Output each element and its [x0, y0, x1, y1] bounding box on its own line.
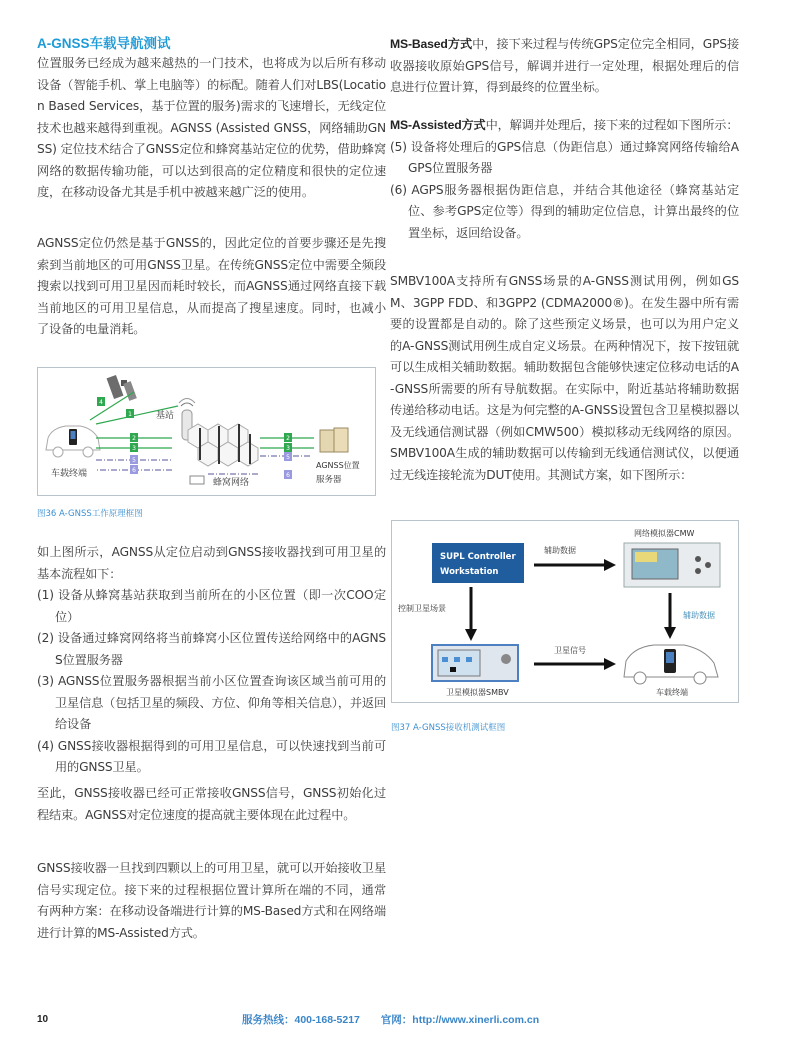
step-marker-2-label: 2 [132, 435, 136, 442]
ms-assisted-paragraph [390, 115, 739, 137]
figure-37-svg [392, 521, 738, 702]
list-item: (2) 设备通过蜂窝网络将当前蜂窝小区位置传送给网络中的AGNSS位置服务器 [37, 631, 386, 667]
supl-line1: SUPL Controller [440, 552, 516, 562]
figure-36-caption: 图36 A-GNSS工作原理框图 [37, 509, 143, 519]
init-complete-block [37, 783, 386, 826]
label-assist-data-top: 辅助数据 [544, 546, 576, 555]
step-marker-1-label: 1 [128, 411, 132, 418]
ms-assisted-term: MS-Assisted方式 [390, 118, 486, 132]
left-heading-block [37, 34, 386, 53]
step-marker-5b-label: 5 [286, 454, 290, 461]
supl-line2: Workstation [440, 567, 499, 577]
ms-based-paragraph [390, 34, 739, 99]
label-smbv: 卫星模拟器SMBV [446, 688, 509, 697]
list-item: (3) AGNSS位置服务器根据当前小区位置查询该区域当前可用的卫星信息（包括卫星的频段、方位、仰角等相关信息），并返回给设备 [37, 674, 386, 731]
step-marker-3b-label: 3 [286, 445, 290, 452]
label-control-scenario: 控制卫星场景 [398, 604, 446, 613]
list-item: (5) 设备将处理后的GPS信息（伪距信息）通过蜂窝网络传输给AGPS位置服务器 [390, 139, 739, 175]
positioning-modes-block [37, 858, 386, 944]
figure-36-svg [38, 368, 375, 495]
label-terminal: 车载终端 [51, 469, 88, 479]
ms-assisted-steps-list [390, 137, 739, 245]
cellular-network-icon [188, 424, 258, 466]
arrow-supl-to-cmw [534, 559, 616, 571]
label-cellular-network: 蜂窝网络 [213, 478, 250, 488]
step-marker-2b-label: 2 [286, 435, 290, 442]
ms-assisted-text: 中，解调并处理后，接下来的过程如下图所示： [485, 118, 739, 132]
arrow-smbv-to-terminal [534, 658, 616, 670]
step-marker-3-label: 3 [132, 445, 136, 452]
satellite-icon [107, 375, 137, 401]
step-marker-5-label: 5 [132, 457, 136, 464]
step-marker-6b-label: 6 [286, 472, 290, 479]
intro-paragraph: 位置服务已经成为越来越热的一门技术，也将成为以后所有移动设备（智能手机、掌上电脑等）的标配。随着人们对LBS(Location Based Services，基于位置的服务)需求的飞速增长，无线定位技术也越来越得到重视。AGNSS (Assisted GNSS，网络辅助GNSS) 定位技术结合了GNSS定位和蜂窝基站定位的优势，借助蜂窝网络的数据传输功能，可以达到很高的定位精度和很快的定位速度，在移动设备尤其是手机中被越来越广泛的使用。 [37, 56, 386, 199]
ms-based-term: MS-Based方式 [390, 37, 473, 51]
network-node-icon [190, 476, 204, 484]
ms-based-block [390, 34, 739, 99]
list-item: (6) AGPS服务器根据伪距信息，并结合其他途径（蜂窝基站定位、参考GPS定位等）得到的辅助定位信息，计算出最终的位置坐标，返回给设备。 [390, 182, 739, 240]
figure-37-caption: 图37 A-GNSS接收机测试框图 [391, 723, 506, 733]
step-marker-4-label: 4 [99, 399, 103, 406]
list-item: (1) 设备从蜂窝基站获取到当前所在的小区位置（即一次COO定位） [37, 588, 386, 624]
label-base-station: 基站 [156, 411, 175, 421]
smbv100a-block [390, 271, 739, 486]
left-lower-block [37, 542, 386, 779]
intro-block [37, 53, 386, 204]
agnss-server-icon [320, 428, 348, 452]
ms-assisted-block [390, 115, 739, 244]
positioning-modes-paragraph: GNSS接收器一旦找到四颗以上的可用卫星，就可以开始接收卫星信号实现定位。接下来的过程根据位置计算所在端的不同，通常有两种方案：在移动设备端进行计算的MS-Based方式和在网络端进行计算的MS-Assisted方式。 [37, 861, 386, 940]
figure-37-receiver-test-diagram [391, 520, 739, 703]
init-complete-paragraph: 至此，GNSS接收器已经可正常接收GNSS信号，GNSS初始化过程结束。AGNSS对定位速度的提高就主要体现在此过程中。 [37, 786, 386, 822]
arrow-supl-to-smbv [465, 587, 477, 641]
agnss-basis-paragraph: AGNSS定位仍然是基于GNSS的，因此定位的首要步骤还是先搜索到当前地区的可用GNSS卫星。在传统GNSS定位中需要全频段搜索以找到可用卫星因而耗时较长，而AGNSS通过网络直接下载当前地区的可用卫星信息，从而提高了搜星速度。同时，也减小了设备的电量消耗。 [37, 236, 386, 336]
flow-intro-paragraph: 如上图所示，AGNSS从定位启动到GNSS接收器找到可用卫星的基本流程如下： [37, 545, 386, 581]
car-terminal-icon [624, 645, 718, 684]
supl-controller-box [432, 543, 524, 583]
agnss-basis-block [37, 233, 386, 341]
car-terminal-icon [46, 426, 100, 457]
website-link[interactable]: 官网：http://www.xinerli.com.cn [380, 1014, 540, 1026]
ms-based-text: 中，接下来过程与传统GPS定位完全相同，GPS接收器接收原始GPS信号，解调并进行一定处理，根据处理后的信息进行位置计算，得到最终的位置坐标。 [390, 37, 739, 94]
label-terminal: 车载终端 [656, 688, 688, 697]
agnss-steps-list [37, 585, 386, 779]
cmw-instrument-icon [624, 543, 720, 587]
arrow-cmw-to-terminal [664, 593, 676, 639]
smbv100a-paragraph: SMBV100A支持所有GNSS场景的A-GNSS测试用例，例如GSM、3GPP FDD、和3GPP2 (CDMA2000®)。在发生器中所有需要的设置都是自动的。除了这些预定义场景，也可以为用户定义的A-GNSS测试用例生成自定义场景。在两种情况下，按下按钮就可以生成相关辅助数据。辅助数据包含能够快速定位移动电话的A-GNSS所需要的所有导航数据。在实际中，附近基站将辅助数据传递给移动电话。这是为何完整的A-GNSS设置包含卫星模拟器以及无线通信测试器（例如CMW500）模拟移动无线网络的原因。SMBV100A生成的辅助数据可以传输到无线通信测试仪，以便通过无线连接轮流为DUT使用。其测试方案，如下图所示： [390, 274, 739, 482]
label-cmw: 网络模拟器CMW [634, 529, 695, 538]
footer-contact [242, 1012, 557, 1027]
figure-36-agnss-principle-diagram [37, 367, 376, 496]
service-hotline: 服务热线：400-168-5217 [242, 1014, 360, 1026]
section-heading: A-GNSS车载导航测试 [37, 36, 171, 51]
step-marker-6-label: 6 [132, 467, 136, 474]
label-satellite-signal: 卫星信号 [554, 646, 586, 655]
smbv-instrument-icon [432, 645, 518, 681]
page-number: 10 [37, 1014, 49, 1025]
label-server-line2: 服务器 [316, 475, 342, 485]
label-server-line1: AGNSS位置 [316, 461, 360, 470]
list-item: (4) GNSS接收器根据得到的可用卫星信息，可以快速找到当前可用的GNSS卫星。 [37, 738, 386, 774]
label-assist-data-right: 辅助数据 [683, 611, 715, 620]
